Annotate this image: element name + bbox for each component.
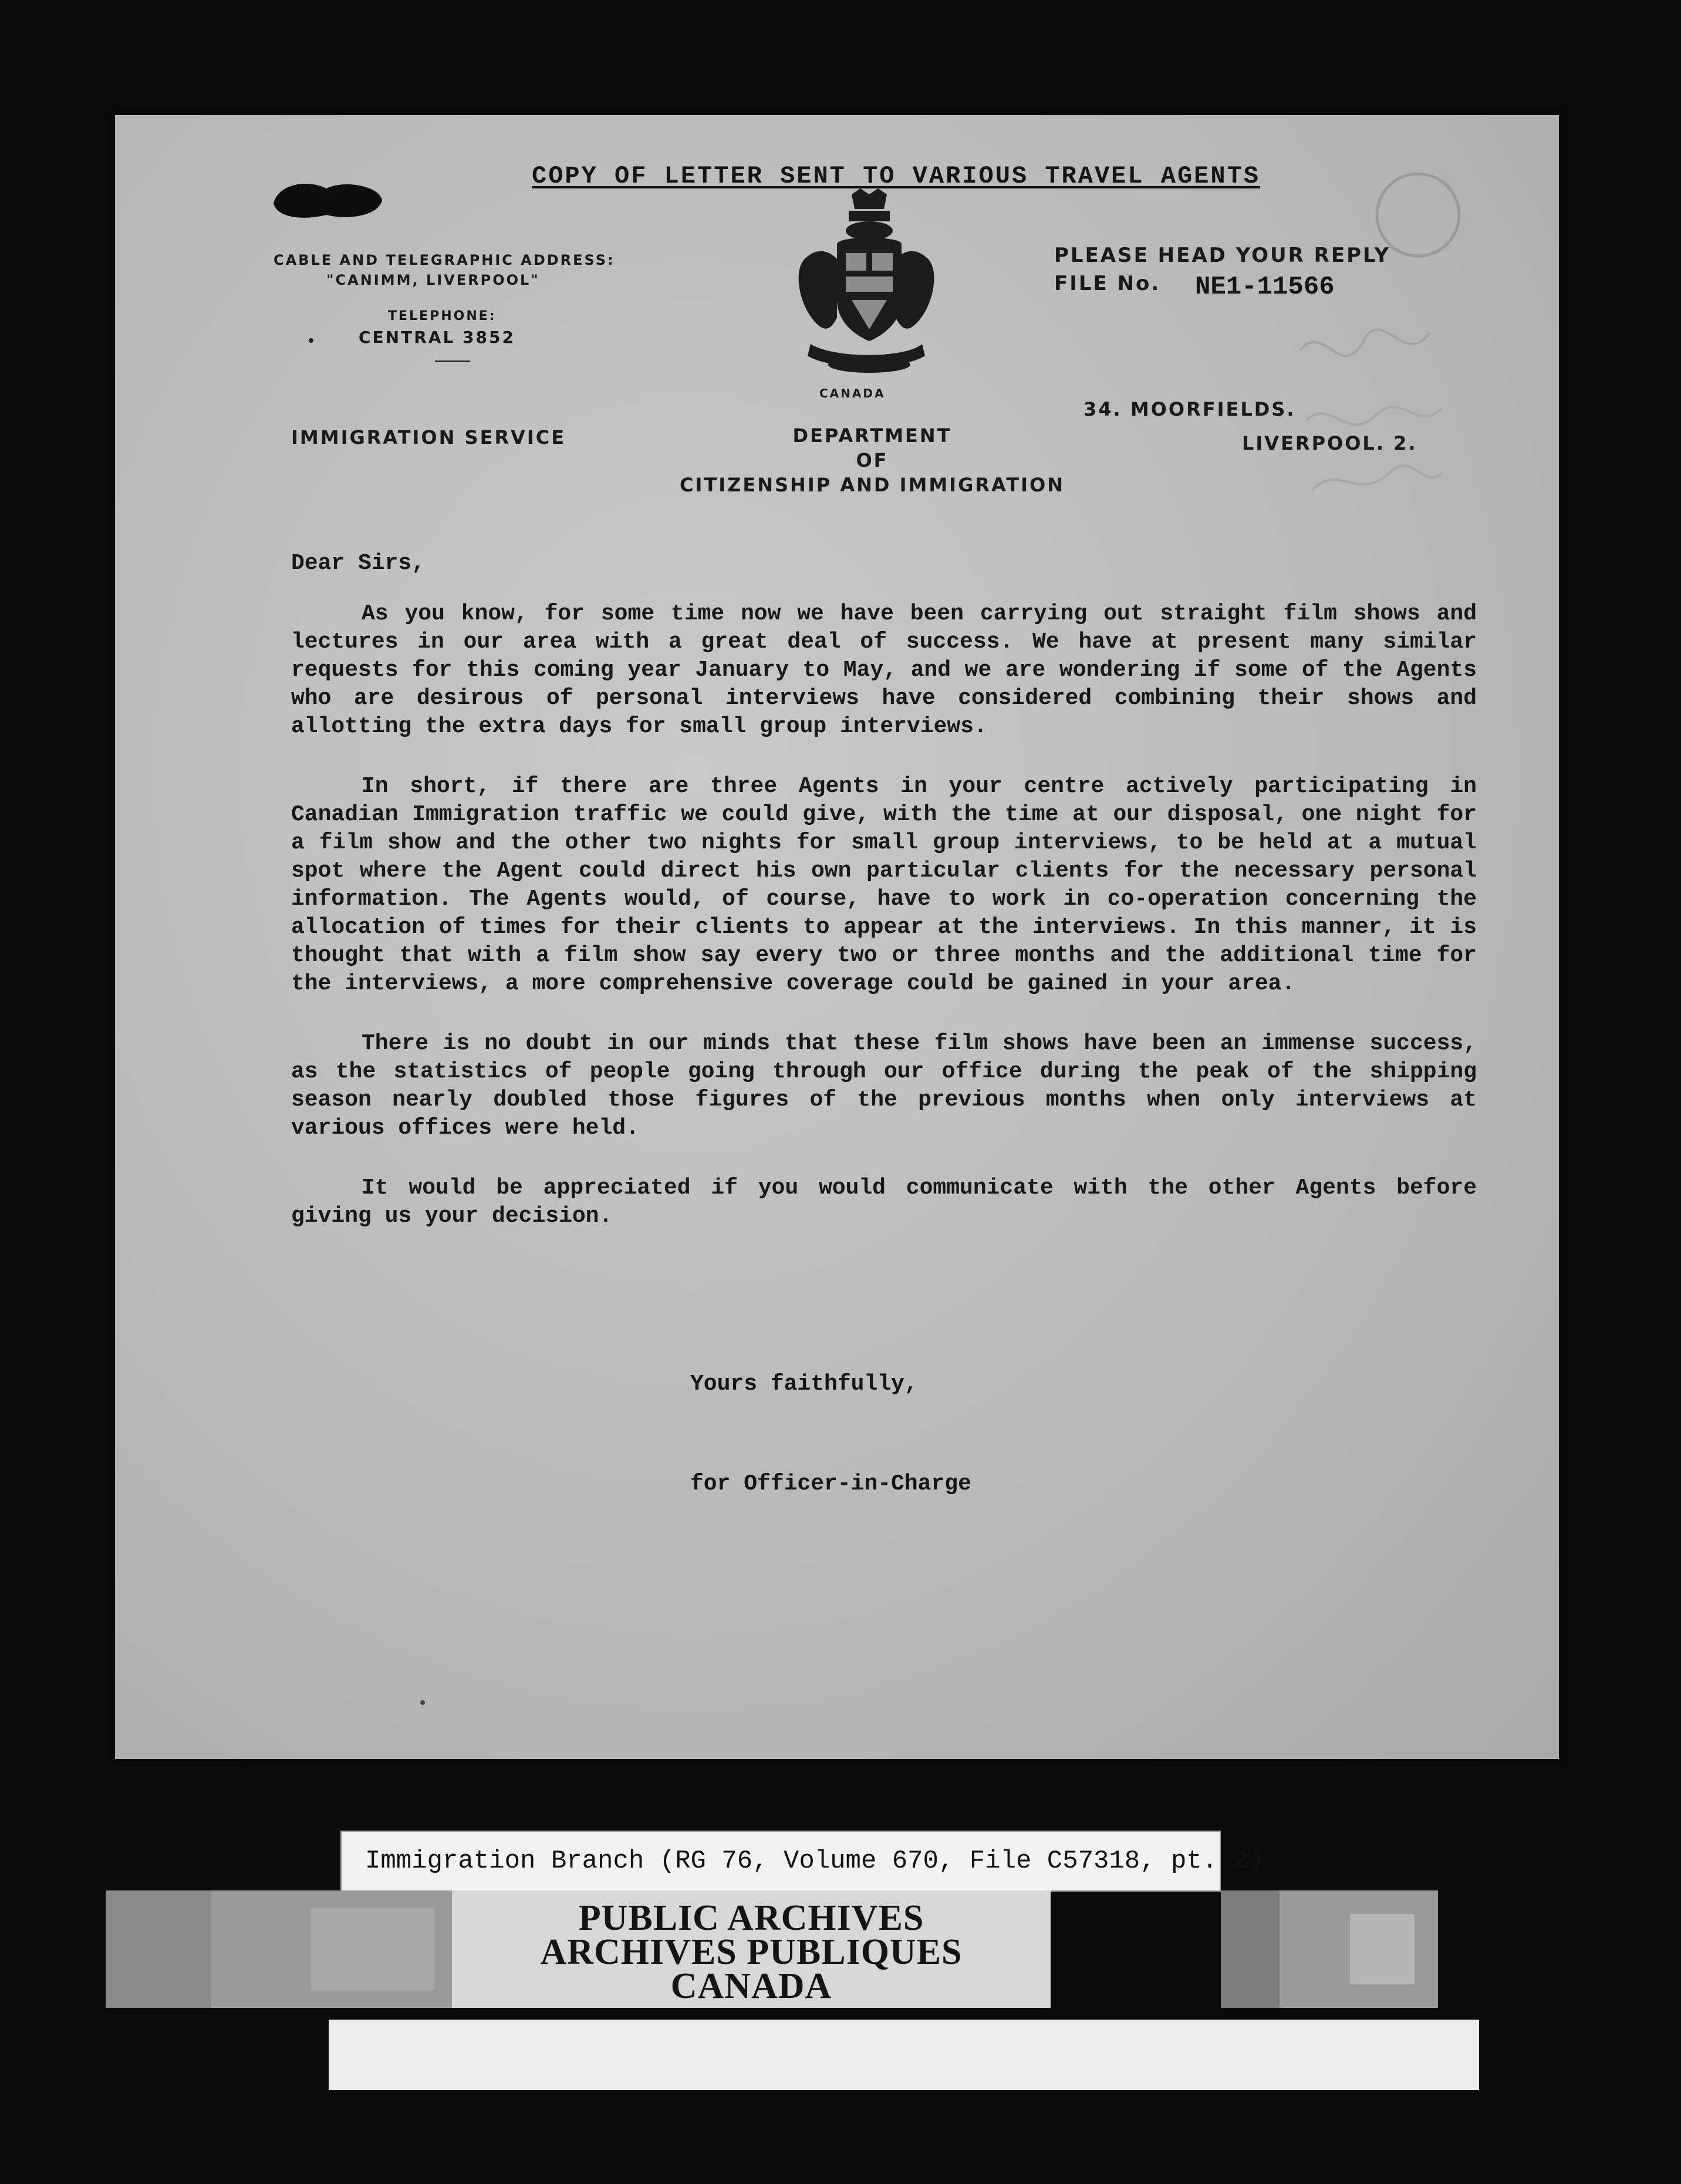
archive-caption: Immigration Branch (RG 76, Volume 670, File C57318, pt. 2) bbox=[340, 1831, 1221, 1892]
film-strip-right bbox=[1221, 1890, 1438, 2008]
cable-address-label: CABLE AND TELEGRAPHIC ADDRESS: bbox=[274, 252, 615, 268]
ink-blot-icon bbox=[268, 180, 385, 221]
department-name bbox=[602, 423, 1142, 497]
department-line-2: OF bbox=[856, 449, 889, 471]
paragraph-1: As you know, for some time now we have been carrying out straight film shows and lectures in our area with a great deal of success. We have at present many similar requests for this coming year January to May, and we are wondering if some of the Agents who are desirous of personal interviews have considered combining their shows and allotting the extra days for small group interviews. bbox=[291, 601, 1477, 739]
archives-line-2: ARCHIVES PUBLIQUES bbox=[540, 1932, 963, 1972]
file-number: NE1-11566 bbox=[1195, 272, 1335, 302]
telephone-value: CENTRAL 3852 bbox=[359, 328, 515, 347]
reply-line-2: FILE No. bbox=[1054, 272, 1161, 295]
canada-coat-of-arms-icon bbox=[781, 188, 951, 382]
paragraph-4: It would be appreciated if you would communicate with the other Agents before giving us your decision. bbox=[291, 1175, 1477, 1229]
address-line-1: 34. MOORFIELDS. bbox=[1083, 398, 1296, 420]
paragraph-3: There is no doubt in our minds that these film shows have been an immense success, as the statistics of people going through our office during the peak of the shipping season nearly doubled those figures of the previous months when only interviews at various offices were held. bbox=[291, 1031, 1477, 1141]
letter-body bbox=[291, 550, 1477, 1262]
telephone-label: TELEPHONE: bbox=[388, 309, 497, 323]
service-name: IMMIGRATION SERVICE bbox=[291, 426, 566, 449]
signoff: for Officer-in-Charge bbox=[690, 1471, 971, 1497]
film-frame bbox=[106, 1890, 211, 2008]
reply-line-1: PLEASE HEAD YOUR REPLY bbox=[1054, 244, 1390, 267]
speck bbox=[420, 1700, 425, 1705]
archives-line-1: PUBLIC ARCHIVES bbox=[578, 1898, 924, 1938]
salutation: Dear Sirs, bbox=[291, 551, 426, 576]
copy-title: COPY OF LETTER SENT TO VARIOUS TRAVEL AGENTS bbox=[532, 162, 1260, 190]
film-frame bbox=[1221, 1890, 1280, 2008]
address-line-2: LIVERPOOL. 2. bbox=[1242, 432, 1417, 454]
film-frame bbox=[1350, 1914, 1415, 1984]
archives-label bbox=[452, 1890, 1051, 2008]
paragraph-2: In short, if there are three Agents in your centre actively participating in Canadian Immigration traffic we could give, with the time at our disposal, one night for a film show and the other two nights for small group interviews, to be held at a mutual spot where the Agent could direct his own particular clients for the necessary personal information. The Agents would, of course, have to work in co-operation concerning the allocation of times for their clients to appear at the interviews. In this manner, it is thought that with a film show say every two or three months and the additional time for the interviews, a more comprehensive coverage could be gained in your area. bbox=[291, 774, 1477, 996]
letter-page bbox=[115, 115, 1559, 1759]
bottom-label-strip bbox=[329, 2020, 1479, 2090]
archives-line-3: CANADA bbox=[670, 1966, 832, 2006]
department-line-3: CITIZENSHIP AND IMMIGRATION bbox=[680, 474, 1065, 496]
faint-handwriting bbox=[1289, 315, 1453, 514]
cable-address bbox=[274, 250, 615, 290]
divider bbox=[435, 360, 470, 362]
crest-label: CANADA bbox=[819, 386, 886, 400]
film-frame bbox=[311, 1908, 434, 1990]
speck bbox=[309, 338, 313, 343]
cable-address-value: "CANIMM, LIVERPOOL" bbox=[326, 272, 540, 288]
department-line-1: DEPARTMENT bbox=[792, 424, 952, 447]
closing: Yours faithfully, bbox=[690, 1371, 918, 1397]
film-strip-left bbox=[106, 1890, 452, 2008]
